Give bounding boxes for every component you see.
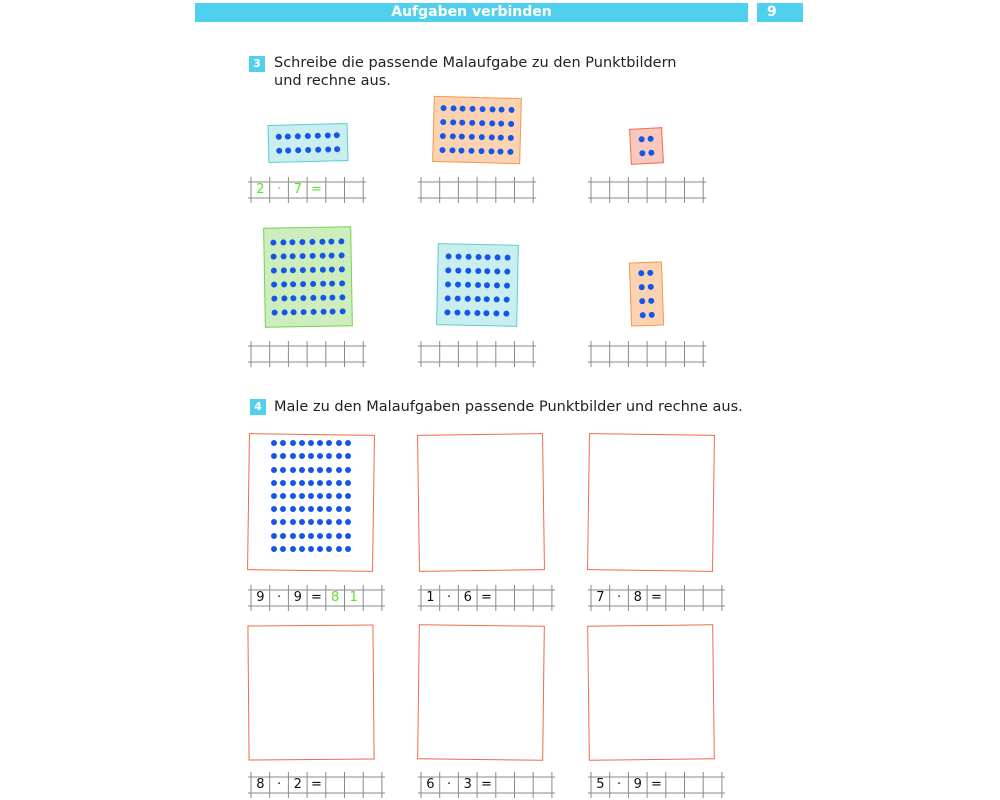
- dot: [445, 267, 451, 273]
- dot-picture-3: [629, 127, 664, 165]
- dot: [326, 493, 332, 499]
- dot: [290, 253, 296, 259]
- dot: [345, 546, 351, 552]
- task-4-text: Male zu den Malaufgaben passende Punktbilder und rechne aus.: [274, 399, 743, 415]
- dot: [449, 133, 455, 139]
- dot: [308, 546, 314, 552]
- dot: [271, 310, 277, 316]
- dot: [271, 506, 277, 512]
- dot: [479, 106, 485, 112]
- dot: [280, 493, 286, 499]
- dot-picture-4: [263, 226, 353, 328]
- dot: [291, 295, 297, 301]
- dot: [290, 467, 296, 473]
- dot-picture-1: [268, 123, 349, 163]
- dot: [329, 253, 335, 259]
- dot: [310, 267, 316, 273]
- dot: [454, 310, 460, 316]
- answer-grid-4[interactable]: [248, 341, 368, 367]
- dot: [319, 239, 325, 245]
- dot: [460, 106, 466, 112]
- dot: [299, 546, 305, 552]
- dot: [305, 133, 311, 139]
- dot: [300, 281, 306, 287]
- dot: [336, 467, 342, 473]
- task-3-badge: 3: [249, 56, 265, 72]
- dot: [445, 295, 451, 301]
- dot: [271, 453, 277, 459]
- dot: [309, 253, 315, 259]
- dot: [508, 135, 514, 141]
- dot: [275, 134, 281, 140]
- dot: [455, 268, 461, 274]
- dot: [345, 506, 351, 512]
- dot: [639, 298, 645, 304]
- grid-cell-value: ·: [446, 777, 452, 792]
- dot: [308, 440, 314, 446]
- dot: [326, 480, 332, 486]
- example-dot-picture: [268, 440, 354, 552]
- dot: [336, 546, 342, 552]
- answer-grid-3[interactable]: [588, 177, 708, 203]
- grid-cell-value: 2: [256, 182, 265, 197]
- dot: [508, 149, 514, 155]
- dot: [464, 296, 470, 302]
- problem-grid-6[interactable]: [588, 772, 727, 798]
- dot: [308, 493, 314, 499]
- dot: [639, 150, 645, 156]
- dot: [345, 440, 351, 446]
- problem-grid-1[interactable]: [248, 585, 387, 611]
- dot: [504, 269, 510, 275]
- dot: [445, 281, 451, 287]
- dot: [638, 136, 644, 142]
- dot: [508, 121, 514, 127]
- drawing-box-4[interactable]: [247, 624, 374, 760]
- dot: [336, 453, 342, 459]
- dot: [308, 467, 314, 473]
- dot: [439, 147, 445, 153]
- grid-cell-value: =: [650, 590, 662, 605]
- dot: [340, 294, 346, 300]
- dot: [336, 440, 342, 446]
- dot: [339, 252, 345, 258]
- dot: [474, 296, 480, 302]
- grid-cell-value: 2: [293, 777, 302, 792]
- dot: [286, 147, 292, 153]
- dot: [285, 133, 291, 139]
- dot: [299, 467, 305, 473]
- dot: [280, 239, 286, 245]
- dot: [465, 254, 471, 260]
- dot: [271, 533, 277, 539]
- dot: [290, 239, 296, 245]
- dot-picture-2: [432, 96, 522, 164]
- drawing-box-3[interactable]: [587, 433, 715, 572]
- dot: [504, 297, 510, 303]
- dot: [299, 480, 305, 486]
- grid-cell-value: 7: [596, 590, 605, 605]
- dot: [498, 135, 504, 141]
- dot: [281, 281, 287, 287]
- dot: [465, 282, 471, 288]
- dot: [305, 147, 311, 153]
- dot: [310, 281, 316, 287]
- dot: [345, 493, 351, 499]
- dot: [469, 120, 475, 126]
- grid-cell-value: 7: [293, 182, 302, 197]
- dot: [485, 254, 491, 260]
- grid-cell-value: 8: [633, 590, 642, 605]
- dot: [479, 134, 485, 140]
- dot: [280, 440, 286, 446]
- dot: [301, 309, 307, 315]
- grid-cell-value: 9: [293, 590, 302, 605]
- dot: [450, 105, 456, 111]
- dot: [290, 267, 296, 273]
- dot: [271, 440, 277, 446]
- grid-cell-value: =: [310, 777, 322, 792]
- dot: [320, 267, 326, 273]
- dot: [280, 533, 286, 539]
- grid-cell-value: ·: [276, 590, 282, 605]
- answer-grid-1[interactable]: [248, 177, 368, 203]
- dot: [495, 254, 501, 260]
- dot: [648, 270, 654, 276]
- problem-grid-5[interactable]: [418, 772, 557, 798]
- dot: [474, 282, 480, 288]
- dot: [494, 296, 500, 302]
- dot: [317, 467, 323, 473]
- dot: [281, 295, 287, 301]
- grid-cell-value: ·: [446, 590, 452, 605]
- dot: [309, 239, 315, 245]
- dot: [509, 107, 515, 113]
- dot: [315, 133, 321, 139]
- dot: [450, 119, 456, 125]
- dot: [329, 239, 335, 245]
- dot: [317, 533, 323, 539]
- dot: [494, 282, 500, 288]
- dot: [271, 493, 277, 499]
- dot: [470, 106, 476, 112]
- dot: [271, 519, 277, 525]
- dot: [464, 310, 470, 316]
- dot: [336, 533, 342, 539]
- dot: [475, 254, 481, 260]
- dot: [488, 148, 494, 154]
- dot: [291, 309, 297, 315]
- grid-cell-value: =: [480, 777, 492, 792]
- dot: [271, 480, 277, 486]
- grid-cell-value: 1: [349, 590, 358, 605]
- dot: [319, 253, 325, 259]
- dot: [315, 147, 321, 153]
- dot: [336, 493, 342, 499]
- grid-cell-value: 3: [463, 777, 472, 792]
- dot: [280, 519, 286, 525]
- dot: [299, 533, 305, 539]
- task-4-badge: 4: [250, 399, 266, 415]
- dot: [326, 440, 332, 446]
- grid-cell-value: =: [650, 777, 662, 792]
- grid-cell-value: 8: [256, 777, 265, 792]
- dot: [271, 467, 277, 473]
- task-3-text-line1: Schreibe die passende Malaufgabe zu den Punktbildern: [274, 55, 677, 71]
- problem-grid-4[interactable]: [248, 772, 387, 798]
- grid-cell-value: =: [310, 590, 322, 605]
- dot: [334, 132, 340, 138]
- dot: [330, 281, 336, 287]
- dot: [484, 310, 490, 316]
- grid-cell-value: =: [310, 182, 322, 197]
- dot: [474, 310, 480, 316]
- dot: [345, 533, 351, 539]
- grid-cell-value: ·: [616, 777, 622, 792]
- dot: [280, 546, 286, 552]
- dot: [504, 283, 510, 289]
- dot: [455, 296, 461, 302]
- dot: [290, 546, 296, 552]
- dot: [320, 309, 326, 315]
- grid-cell-value: 9: [633, 777, 642, 792]
- dot: [494, 268, 500, 274]
- dot: [310, 309, 316, 315]
- grid-cell-value: 6: [426, 777, 435, 792]
- dot: [300, 295, 306, 301]
- dot: [339, 238, 345, 244]
- dot: [299, 453, 305, 459]
- dot: [290, 533, 296, 539]
- dot: [326, 506, 332, 512]
- task-3-text-line2: und rechne aus.: [274, 73, 391, 89]
- dot: [459, 120, 465, 126]
- dot: [336, 506, 342, 512]
- dot: [449, 147, 455, 153]
- dot: [317, 453, 323, 459]
- dot: [308, 453, 314, 459]
- dot: [281, 309, 287, 315]
- dot: [326, 533, 332, 539]
- dot: [485, 268, 491, 274]
- dot: [308, 519, 314, 525]
- dot: [326, 546, 332, 552]
- dot: [308, 506, 314, 512]
- dot: [649, 298, 655, 304]
- dot: [280, 506, 286, 512]
- dot-picture-5: [436, 243, 519, 327]
- dot: [276, 148, 282, 154]
- dot: [270, 240, 276, 246]
- dot: [326, 467, 332, 473]
- grid-cell-value: ·: [616, 590, 622, 605]
- dot: [444, 309, 450, 315]
- dot: [271, 282, 277, 288]
- dot: [290, 519, 296, 525]
- dot: [330, 309, 336, 315]
- dot: [455, 254, 461, 260]
- grid-cell-value: ·: [276, 182, 282, 197]
- dot: [440, 105, 446, 111]
- grid-cell-value: 6: [463, 590, 472, 605]
- dot: [299, 440, 305, 446]
- dot: [488, 134, 494, 140]
- dot: [455, 282, 461, 288]
- dot: [499, 121, 505, 127]
- dot: [290, 281, 296, 287]
- grid-cell-value: =: [480, 590, 492, 605]
- dot: [478, 148, 484, 154]
- dot: [317, 546, 323, 552]
- dot: [334, 146, 340, 152]
- dot: [271, 546, 277, 552]
- dot: [345, 519, 351, 525]
- dot: [317, 519, 323, 525]
- dot: [280, 467, 286, 473]
- dot: [271, 268, 277, 274]
- dot: [336, 519, 342, 525]
- dot: [310, 295, 316, 301]
- dot: [479, 120, 485, 126]
- dot: [271, 296, 277, 302]
- page-header-title: Aufgaben verbinden: [195, 3, 748, 22]
- dot: [468, 148, 474, 154]
- dot: [280, 253, 286, 259]
- dot: [639, 312, 645, 318]
- dot: [638, 270, 644, 276]
- answer-grid-5[interactable]: [418, 341, 538, 367]
- dot: [326, 519, 332, 525]
- dot: [325, 146, 331, 152]
- dot: [280, 480, 286, 486]
- dot: [280, 453, 286, 459]
- dot: [290, 440, 296, 446]
- drawing-box-6[interactable]: [587, 624, 715, 761]
- problem-grid-3[interactable]: [588, 585, 727, 611]
- dot: [440, 119, 446, 125]
- dot: [649, 150, 655, 156]
- dot: [504, 255, 510, 261]
- dot: [345, 467, 351, 473]
- dot: [317, 480, 323, 486]
- dot: [299, 506, 305, 512]
- dot: [317, 493, 323, 499]
- dot: [439, 133, 445, 139]
- dot: [345, 480, 351, 486]
- page-number: 9: [757, 3, 803, 22]
- dot: [339, 266, 345, 272]
- dot: [320, 295, 326, 301]
- dot: [489, 106, 495, 112]
- dot: [339, 280, 345, 286]
- dot: [295, 133, 301, 139]
- dot: [459, 148, 465, 154]
- answer-grid-6[interactable]: [588, 341, 708, 367]
- dot: [320, 281, 326, 287]
- dot: [290, 480, 296, 486]
- dot: [300, 267, 306, 273]
- grid-cell-value: 8: [330, 590, 340, 605]
- dot: [280, 267, 286, 273]
- dot: [329, 267, 335, 273]
- dot: [290, 493, 296, 499]
- drawing-box-2[interactable]: [417, 433, 545, 572]
- dot: [493, 310, 499, 316]
- dot: [290, 506, 296, 512]
- dot: [295, 147, 301, 153]
- dot: [649, 312, 655, 318]
- dot-picture-6: [629, 261, 664, 326]
- dot: [324, 132, 330, 138]
- dot: [648, 284, 654, 290]
- dot: [459, 134, 465, 140]
- dot: [499, 107, 505, 113]
- grid-cell-value: 9: [256, 590, 265, 605]
- dot: [336, 480, 342, 486]
- dot: [317, 506, 323, 512]
- dot: [345, 453, 351, 459]
- dot: [290, 453, 296, 459]
- dot: [484, 282, 490, 288]
- dot: [489, 120, 495, 126]
- dot: [475, 268, 481, 274]
- dot: [299, 493, 305, 499]
- dot: [638, 284, 644, 290]
- dot: [300, 253, 306, 259]
- drawing-box-5[interactable]: [417, 624, 545, 761]
- dot: [330, 295, 336, 301]
- dot: [446, 253, 452, 259]
- grid-cell-value: ·: [276, 777, 282, 792]
- dot: [317, 440, 323, 446]
- grid-cell-value: 5: [596, 777, 605, 792]
- answer-grid-2[interactable]: [418, 177, 538, 203]
- dot: [326, 453, 332, 459]
- dot: [498, 149, 504, 155]
- dot: [299, 519, 305, 525]
- dot: [469, 134, 475, 140]
- dot: [308, 533, 314, 539]
- dot: [308, 480, 314, 486]
- grid-cell-value: 1: [426, 590, 435, 605]
- dot: [340, 308, 346, 314]
- problem-grid-2[interactable]: [418, 585, 557, 611]
- dot: [503, 311, 509, 317]
- dot: [270, 254, 276, 260]
- dot: [465, 268, 471, 274]
- dot: [648, 136, 654, 142]
- dot: [484, 296, 490, 302]
- dot: [299, 239, 305, 245]
